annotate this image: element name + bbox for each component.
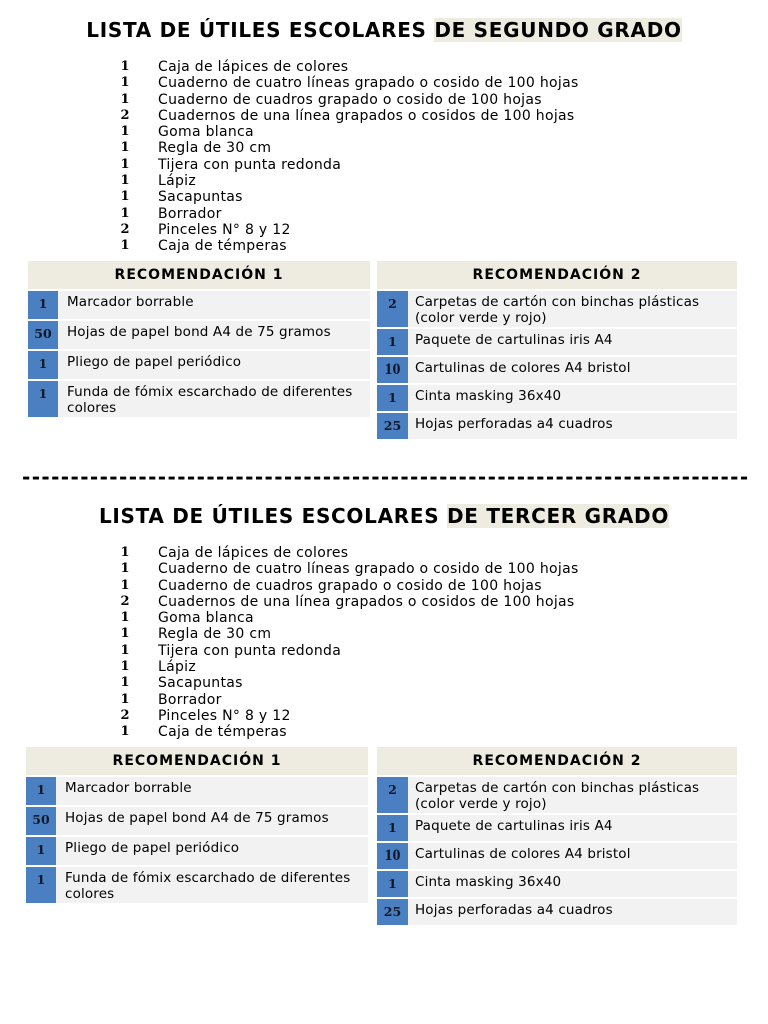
grade-list-segundo	[0, 0, 768, 486]
recommendation-row	[26, 807, 368, 835]
list-title-highlight: DE SEGUNDO GRADO	[434, 18, 682, 42]
supply-name: Borrador	[158, 691, 222, 708]
supply-name: Goma blanca	[158, 124, 254, 141]
recommendation-row	[377, 777, 737, 813]
supply-item	[0, 189, 768, 205]
recommendation-row	[377, 871, 737, 897]
quantity-badge: 1	[26, 867, 56, 903]
list-title-prefix: LISTA DE ÚTILES ESCOLARES	[98, 504, 440, 528]
supply-qty: 1	[120, 124, 130, 140]
recommendation-text: Pliego de papel periódico	[67, 354, 242, 370]
supply-name: Cuaderno de cuatro líneas grapado o cosido de 100 hojas	[158, 75, 579, 92]
supply-name: Regla de 30 cm	[158, 140, 272, 157]
recommendation-text: Marcador borrable	[65, 780, 192, 796]
supply-item	[0, 594, 768, 610]
supply-name: Borrador	[158, 205, 222, 222]
supply-name: Cuaderno de cuatro líneas grapado o cosido de 100 hojas	[158, 561, 579, 578]
supply-name: Lápiz	[158, 659, 197, 676]
list-title-highlight: DE TERCER GRADO	[447, 504, 670, 528]
recommendation-row	[377, 899, 737, 925]
supply-qty: 1	[120, 140, 130, 156]
recommendation-row	[377, 385, 737, 411]
supply-list	[0, 545, 768, 741]
supply-qty: 2	[120, 593, 130, 609]
recommendation-row	[26, 867, 368, 903]
supply-item	[0, 92, 768, 108]
recommendation-text: Paquete de cartulinas iris A4	[415, 332, 613, 348]
recommendation-text: Paquete de cartulinas iris A4	[415, 818, 613, 834]
recommendation-text: Pliego de papel periódico	[65, 840, 240, 856]
supply-qty: 1	[120, 691, 130, 707]
supply-qty: 1	[120, 59, 130, 74]
supply-name: Caja de lápices de colores	[158, 545, 349, 561]
supply-list	[0, 59, 768, 255]
supply-name: Caja de témperas	[158, 238, 287, 255]
supply-item	[0, 222, 768, 238]
quantity-badge: 1	[28, 291, 58, 319]
supply-qty: 1	[120, 724, 130, 740]
supply-name: Sacapuntas	[158, 675, 243, 692]
supply-name: Cuaderno de cuadros grapado o cosido de 100 hojas	[158, 91, 542, 108]
recommendation-text: Cartulinas de colores A4 bristol	[415, 846, 631, 862]
supply-item	[0, 675, 768, 691]
supply-item	[0, 75, 768, 91]
recommendation-row	[28, 351, 370, 379]
quantity-badge: 25	[377, 899, 408, 925]
supply-qty: 1	[120, 610, 130, 626]
recommendation-row	[377, 357, 737, 383]
recommendation-row	[377, 329, 737, 355]
recommendation-row	[28, 381, 370, 417]
recommendation-text: Hojas perforadas a4 cuadros	[415, 416, 613, 432]
supply-name: Pinceles N° 8 y 12	[158, 707, 291, 724]
recommendation-row	[377, 843, 737, 869]
supply-item	[0, 561, 768, 577]
list-title	[0, 17, 768, 43]
supply-item	[0, 610, 768, 626]
recommendation-text: Cartulinas de colores A4 bristol	[415, 360, 631, 376]
supply-name: Caja de lápices de colores	[158, 59, 349, 75]
recommendation-row	[377, 291, 737, 327]
supply-name: Lápiz	[158, 173, 197, 190]
quantity-badge: 50	[28, 321, 58, 349]
supply-name: Sacapuntas	[158, 189, 243, 206]
supply-name: Tijera con punta redonda	[158, 156, 342, 173]
recommendation-row	[28, 291, 370, 319]
quantity-badge: 25	[377, 413, 408, 439]
supply-qty: 1	[120, 205, 130, 221]
supply-qty: 1	[120, 545, 130, 560]
supply-qty: 1	[120, 189, 130, 205]
supply-qty: 1	[120, 173, 130, 189]
supply-name: Tijera con punta redonda	[158, 642, 342, 659]
supply-item	[0, 238, 768, 254]
supply-item	[0, 108, 768, 124]
recommendation-2-table	[377, 747, 737, 927]
supply-qty: 2	[120, 707, 130, 723]
quantity-badge: 1	[28, 351, 58, 379]
quantity-badge: 2	[377, 291, 408, 327]
quantity-badge: 10	[377, 357, 408, 383]
supply-item	[0, 724, 768, 740]
quantity-badge: 2	[377, 777, 408, 813]
supply-item	[0, 157, 768, 173]
recommendation-header: RECOMENDACIÓN 1	[28, 261, 370, 289]
recommendation-header: RECOMENDACIÓN 2	[377, 747, 737, 775]
supply-name: Goma blanca	[158, 610, 254, 627]
recommendation-text: Cinta masking 36x40	[415, 874, 562, 890]
recommendation-row	[28, 321, 370, 349]
supply-name: Cuadernos de una línea grapados o cosidos de 100 hojas	[158, 107, 575, 124]
recommendation-row	[377, 815, 737, 841]
supply-name: Cuaderno de cuadros grapado o cosido de 100 hojas	[158, 577, 542, 594]
recommendation-text: Hojas perforadas a4 cuadros	[415, 902, 613, 918]
supply-qty: 1	[120, 577, 130, 593]
quantity-badge: 1	[377, 385, 408, 411]
quantity-badge: 10	[377, 843, 408, 869]
recommendation-row	[26, 837, 368, 865]
quantity-badge: 1	[377, 871, 408, 897]
supply-qty: 1	[120, 238, 130, 254]
recommendation-text: Funda de fómix escarchado de diferentes colores	[67, 384, 353, 416]
recommendation-1-table	[26, 747, 368, 905]
supply-qty: 1	[120, 75, 130, 91]
quantity-badge: 1	[377, 815, 408, 841]
supply-qty: 2	[120, 107, 130, 123]
recommendation-text: Carpetas de cartón con binchas plásticas (color verde y rojo)	[415, 294, 700, 326]
supply-qty: 1	[120, 675, 130, 691]
quantity-badge: 50	[26, 807, 56, 835]
supply-item	[0, 206, 768, 222]
supply-item	[0, 124, 768, 140]
recommendation-row	[377, 413, 737, 439]
recommendation-2-table	[377, 261, 737, 441]
recommendation-1-table	[28, 261, 370, 419]
supply-item	[0, 626, 768, 642]
supply-item	[0, 578, 768, 594]
list-title-prefix: LISTA DE ÚTILES ESCOLARES	[86, 18, 427, 42]
supply-item	[0, 708, 768, 724]
supply-qty: 1	[120, 642, 130, 658]
supply-qty: 1	[120, 626, 130, 642]
quantity-badge: 1	[26, 837, 56, 865]
recommendation-text: Cinta masking 36x40	[415, 388, 562, 404]
quantity-badge: 1	[28, 381, 58, 417]
supply-item	[0, 545, 768, 561]
section-separator: ---------------------------------------------------------------------------	[22, 465, 750, 489]
supply-name: Regla de 30 cm	[158, 626, 272, 643]
recommendation-text: Hojas de papel bond A4 de 75 gramos	[65, 810, 329, 826]
supply-item	[0, 643, 768, 659]
supply-name: Pinceles N° 8 y 12	[158, 221, 291, 238]
recommendation-text: Hojas de papel bond A4 de 75 gramos	[67, 324, 331, 340]
supply-qty: 1	[120, 659, 130, 675]
recommendation-text: Marcador borrable	[67, 294, 194, 310]
quantity-badge: 1	[377, 329, 408, 355]
quantity-badge: 1	[26, 777, 56, 805]
recommendation-header: RECOMENDACIÓN 1	[26, 747, 368, 775]
supply-qty: 1	[120, 156, 130, 172]
supply-name: Cuadernos de una línea grapados o cosidos de 100 hojas	[158, 593, 575, 610]
supply-item	[0, 692, 768, 708]
supply-name: Caja de témperas	[158, 724, 287, 741]
recommendation-text: Funda de fómix escarchado de diferentes colores	[65, 870, 351, 902]
supply-item	[0, 659, 768, 675]
supply-item	[0, 59, 768, 75]
list-title	[0, 503, 768, 529]
recommendation-text: Carpetas de cartón con binchas plásticas (color verde y rojo)	[415, 780, 700, 812]
supply-qty: 2	[120, 221, 130, 237]
recommendation-row	[26, 777, 368, 805]
supply-item	[0, 173, 768, 189]
supply-qty: 1	[120, 91, 130, 107]
recommendation-header: RECOMENDACIÓN 2	[377, 261, 737, 289]
supply-item	[0, 140, 768, 156]
grade-list-tercero	[0, 486, 768, 972]
supply-qty: 1	[120, 561, 130, 577]
